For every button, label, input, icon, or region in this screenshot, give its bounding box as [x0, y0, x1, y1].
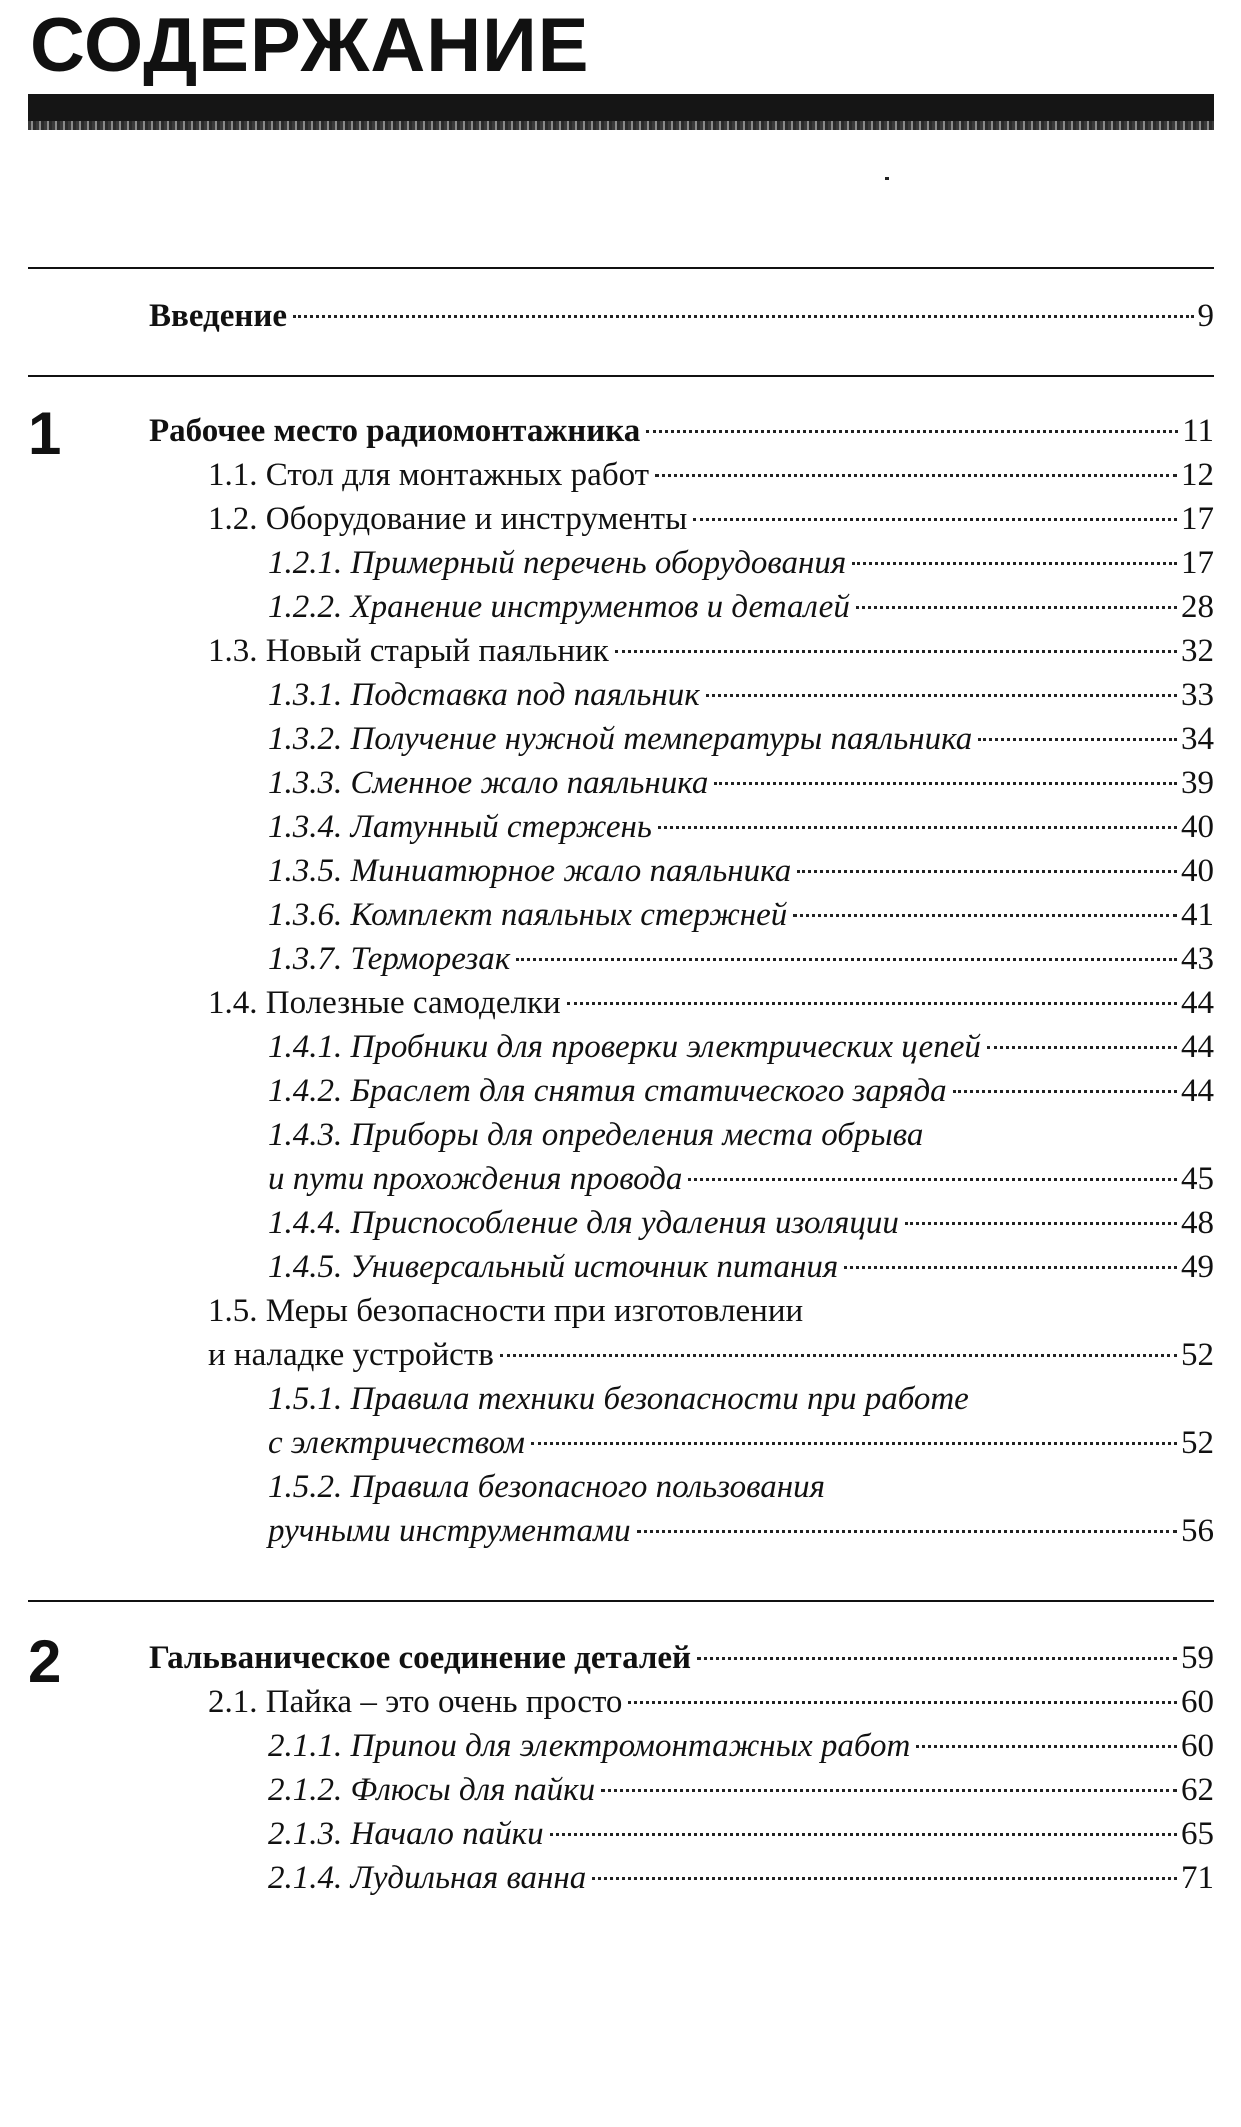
chapter-number: 2 — [28, 1628, 62, 1695]
toc-entry-page: 17 — [1181, 501, 1214, 537]
toc-entry[interactable] — [268, 1157, 1214, 1201]
toc-entry-page: 44 — [1181, 1029, 1214, 1065]
dot-leader — [793, 914, 1177, 917]
dot-leader — [655, 474, 1177, 477]
toc-entry-page: 52 — [1181, 1337, 1214, 1373]
toc-entry[interactable] — [268, 541, 1214, 585]
toc-entry-title-cont: ручными инструментами — [268, 1513, 631, 1549]
toc-chapter-title[interactable] — [149, 409, 1214, 453]
toc-entry[interactable] — [268, 1856, 1214, 1900]
toc-entry-title: 1.2.2. Хранение инструментов и деталей — [268, 589, 850, 625]
toc-entry-page: 17 — [1181, 545, 1214, 581]
toc-entry[interactable] — [208, 453, 1214, 497]
toc-entry-title: 1.3.1. Подставка под паяльник — [268, 677, 700, 713]
toc-entry-page: 48 — [1181, 1205, 1214, 1241]
dot-leader — [601, 1789, 1177, 1792]
toc-entry-page: 32 — [1181, 633, 1214, 669]
toc-entry-line1[interactable] — [268, 1465, 831, 1509]
dot-leader — [688, 1178, 1177, 1181]
toc-entry-page: 33 — [1181, 677, 1214, 713]
toc-entry[interactable] — [268, 1509, 1214, 1553]
toc-entry-title: 1.4.3. Приборы для определения места обрыва — [268, 1117, 924, 1153]
toc-entry-page: 65 — [1181, 1816, 1214, 1852]
toc-entry[interactable] — [268, 805, 1214, 849]
toc-entry[interactable] — [268, 1724, 1214, 1768]
toc-entry-title: 2.1.4. Лудильная ванна — [268, 1860, 587, 1896]
toc-entry-title: 1.5. Меры безопасности при изготовлении — [208, 1293, 804, 1329]
chapter-number: 1 — [28, 400, 62, 467]
toc-entry-page: 62 — [1181, 1772, 1214, 1808]
title-rule — [28, 94, 1214, 130]
toc-entry-title: 1.4.5. Универсальный источник питания — [268, 1249, 839, 1285]
section-divider — [28, 267, 1214, 269]
toc-entry-title: 1.3.4. Латунный стержень — [268, 809, 652, 845]
toc-entry[interactable] — [268, 1812, 1214, 1856]
toc-entry-title: 1.4.4. Приспособление для удаления изоляции — [268, 1205, 899, 1241]
toc-entry-page: 44 — [1181, 1073, 1214, 1109]
dot-leader — [637, 1530, 1177, 1533]
toc-entry-title: 2.1. Пайка – это очень просто — [208, 1684, 623, 1720]
dot-leader — [856, 606, 1177, 609]
dot-leader — [646, 430, 1178, 433]
page-title: СОДЕРЖАНИЕ — [30, 3, 590, 88]
toc-entry-page: 44 — [1181, 985, 1214, 1021]
toc-entry-page: 56 — [1181, 1513, 1214, 1549]
toc-entry[interactable] — [268, 1768, 1214, 1812]
scan-speck — [885, 177, 889, 180]
toc-entry-title: 1.2. Оборудование и инструменты — [208, 501, 688, 537]
toc-entry-page: 41 — [1181, 897, 1214, 933]
dot-leader — [697, 1657, 1177, 1660]
toc-entry-page: 11 — [1182, 413, 1214, 449]
toc-entry-title: 1.4.1. Пробники для проверки электрических цепей — [268, 1029, 981, 1065]
toc-entry[interactable] — [208, 1333, 1214, 1377]
toc-entry-page: 9 — [1197, 298, 1214, 334]
dot-leader — [531, 1442, 1177, 1445]
toc-entry-title: Введение — [149, 298, 288, 334]
dot-leader — [978, 738, 1177, 741]
toc-entry[interactable] — [268, 1421, 1214, 1465]
dot-leader — [693, 518, 1177, 521]
toc-entry-page: 60 — [1181, 1728, 1214, 1764]
toc-entry-page: 39 — [1181, 765, 1214, 801]
toc-entry-title-cont: и пути прохождения провода — [268, 1161, 683, 1197]
toc-chapter-title[interactable] — [149, 1636, 1214, 1680]
dot-leader — [987, 1046, 1177, 1049]
toc-entry[interactable] — [268, 1245, 1214, 1289]
dot-leader — [615, 650, 1177, 653]
toc-entry-title: 1.3.6. Комплект паяльных стержней — [268, 897, 788, 933]
toc-entry[interactable] — [208, 1680, 1214, 1724]
toc-entry-title: 1.3.2. Получение нужной температуры паяльника — [268, 721, 973, 757]
dot-leader — [844, 1266, 1177, 1269]
dot-leader — [658, 826, 1177, 829]
toc-entry-line1[interactable] — [268, 1113, 929, 1157]
toc-entry-page: 71 — [1181, 1860, 1214, 1896]
toc-entry-page: 40 — [1181, 809, 1214, 845]
toc-entry-page: 60 — [1181, 1684, 1214, 1720]
toc-entry-title: 1.5.2. Правила безопасного пользования — [268, 1469, 825, 1505]
toc-entry-title: 1.4. Полезные самоделки — [208, 985, 561, 1021]
toc-entry-intro[interactable] — [149, 294, 1214, 338]
toc-entry-page: 59 — [1181, 1640, 1214, 1676]
toc-entry[interactable] — [268, 1025, 1214, 1069]
dot-leader — [953, 1090, 1177, 1093]
toc-entry[interactable] — [268, 585, 1214, 629]
toc-entry-title: 1.3.7. Терморезак — [268, 941, 511, 977]
dot-leader — [852, 562, 1177, 565]
toc-entry[interactable] — [268, 849, 1214, 893]
toc-entry-title: 1.3. Новый старый паяльник — [208, 633, 609, 669]
toc-entry-title: 1.1. Стол для монтажных работ — [208, 457, 650, 493]
toc-entry[interactable] — [268, 761, 1214, 805]
toc-entry-line1[interactable] — [268, 1377, 975, 1421]
toc-entry-title: Рабочее место радиомонтажника — [149, 413, 641, 449]
toc-entry-title: 2.1.1. Припои для электромонтажных работ — [268, 1728, 911, 1764]
toc-entry-page: 52 — [1181, 1425, 1214, 1461]
toc-entry-page: 40 — [1181, 853, 1214, 889]
dot-leader — [550, 1833, 1177, 1836]
dot-leader — [516, 958, 1177, 961]
section-divider — [28, 375, 1214, 377]
toc-entry-page: 34 — [1181, 721, 1214, 757]
dot-leader — [293, 315, 1193, 318]
toc-entry[interactable] — [268, 1069, 1214, 1113]
dot-leader — [706, 694, 1177, 697]
toc-entry[interactable] — [208, 497, 1214, 541]
dot-leader — [714, 782, 1177, 785]
toc-entry[interactable] — [268, 893, 1214, 937]
toc-entry[interactable] — [268, 1201, 1214, 1245]
dot-leader — [916, 1745, 1177, 1748]
toc-entry-title: 1.3.5. Миниатюрное жало паяльника — [268, 853, 792, 889]
dot-leader — [797, 870, 1177, 873]
dot-leader — [592, 1877, 1177, 1880]
toc-entry-page: 12 — [1181, 457, 1214, 493]
dot-leader — [905, 1222, 1177, 1225]
toc-entry-title: 1.3.3. Сменное жало паяльника — [268, 765, 709, 801]
toc-entry[interactable] — [208, 981, 1214, 1025]
toc-entry-page: 28 — [1181, 589, 1214, 625]
toc-entry-title: 1.2.1. Примерный перечень оборудования — [268, 545, 847, 581]
dot-leader — [567, 1002, 1177, 1005]
toc-entry[interactable] — [208, 629, 1214, 673]
toc-entry-page: 45 — [1181, 1161, 1214, 1197]
toc-entry[interactable] — [268, 717, 1214, 761]
dot-leader — [500, 1354, 1177, 1357]
toc-entry-page: 49 — [1181, 1249, 1214, 1285]
toc-entry-title-cont: с электричеством — [268, 1425, 525, 1461]
toc-entry-page: 43 — [1181, 941, 1214, 977]
toc-entry-title-cont: и наладке устройств — [208, 1337, 494, 1373]
toc-entry-title: 2.1.3. Начало пайки — [268, 1816, 544, 1852]
toc-entry-title: 1.4.2. Браслет для снятия статического заряда — [268, 1073, 947, 1109]
dot-leader — [628, 1701, 1177, 1704]
toc-entry-title: 2.1.2. Флюсы для пайки — [268, 1772, 596, 1808]
toc-entry-title: Гальваническое соединение деталей — [149, 1640, 692, 1676]
toc-entry-title: 1.5.1. Правила техники безопасности при работе — [268, 1381, 969, 1417]
toc-entry[interactable] — [268, 937, 1214, 981]
section-divider — [28, 1600, 1214, 1602]
toc-entry-line1[interactable] — [208, 1289, 809, 1333]
toc-entry[interactable] — [268, 673, 1214, 717]
